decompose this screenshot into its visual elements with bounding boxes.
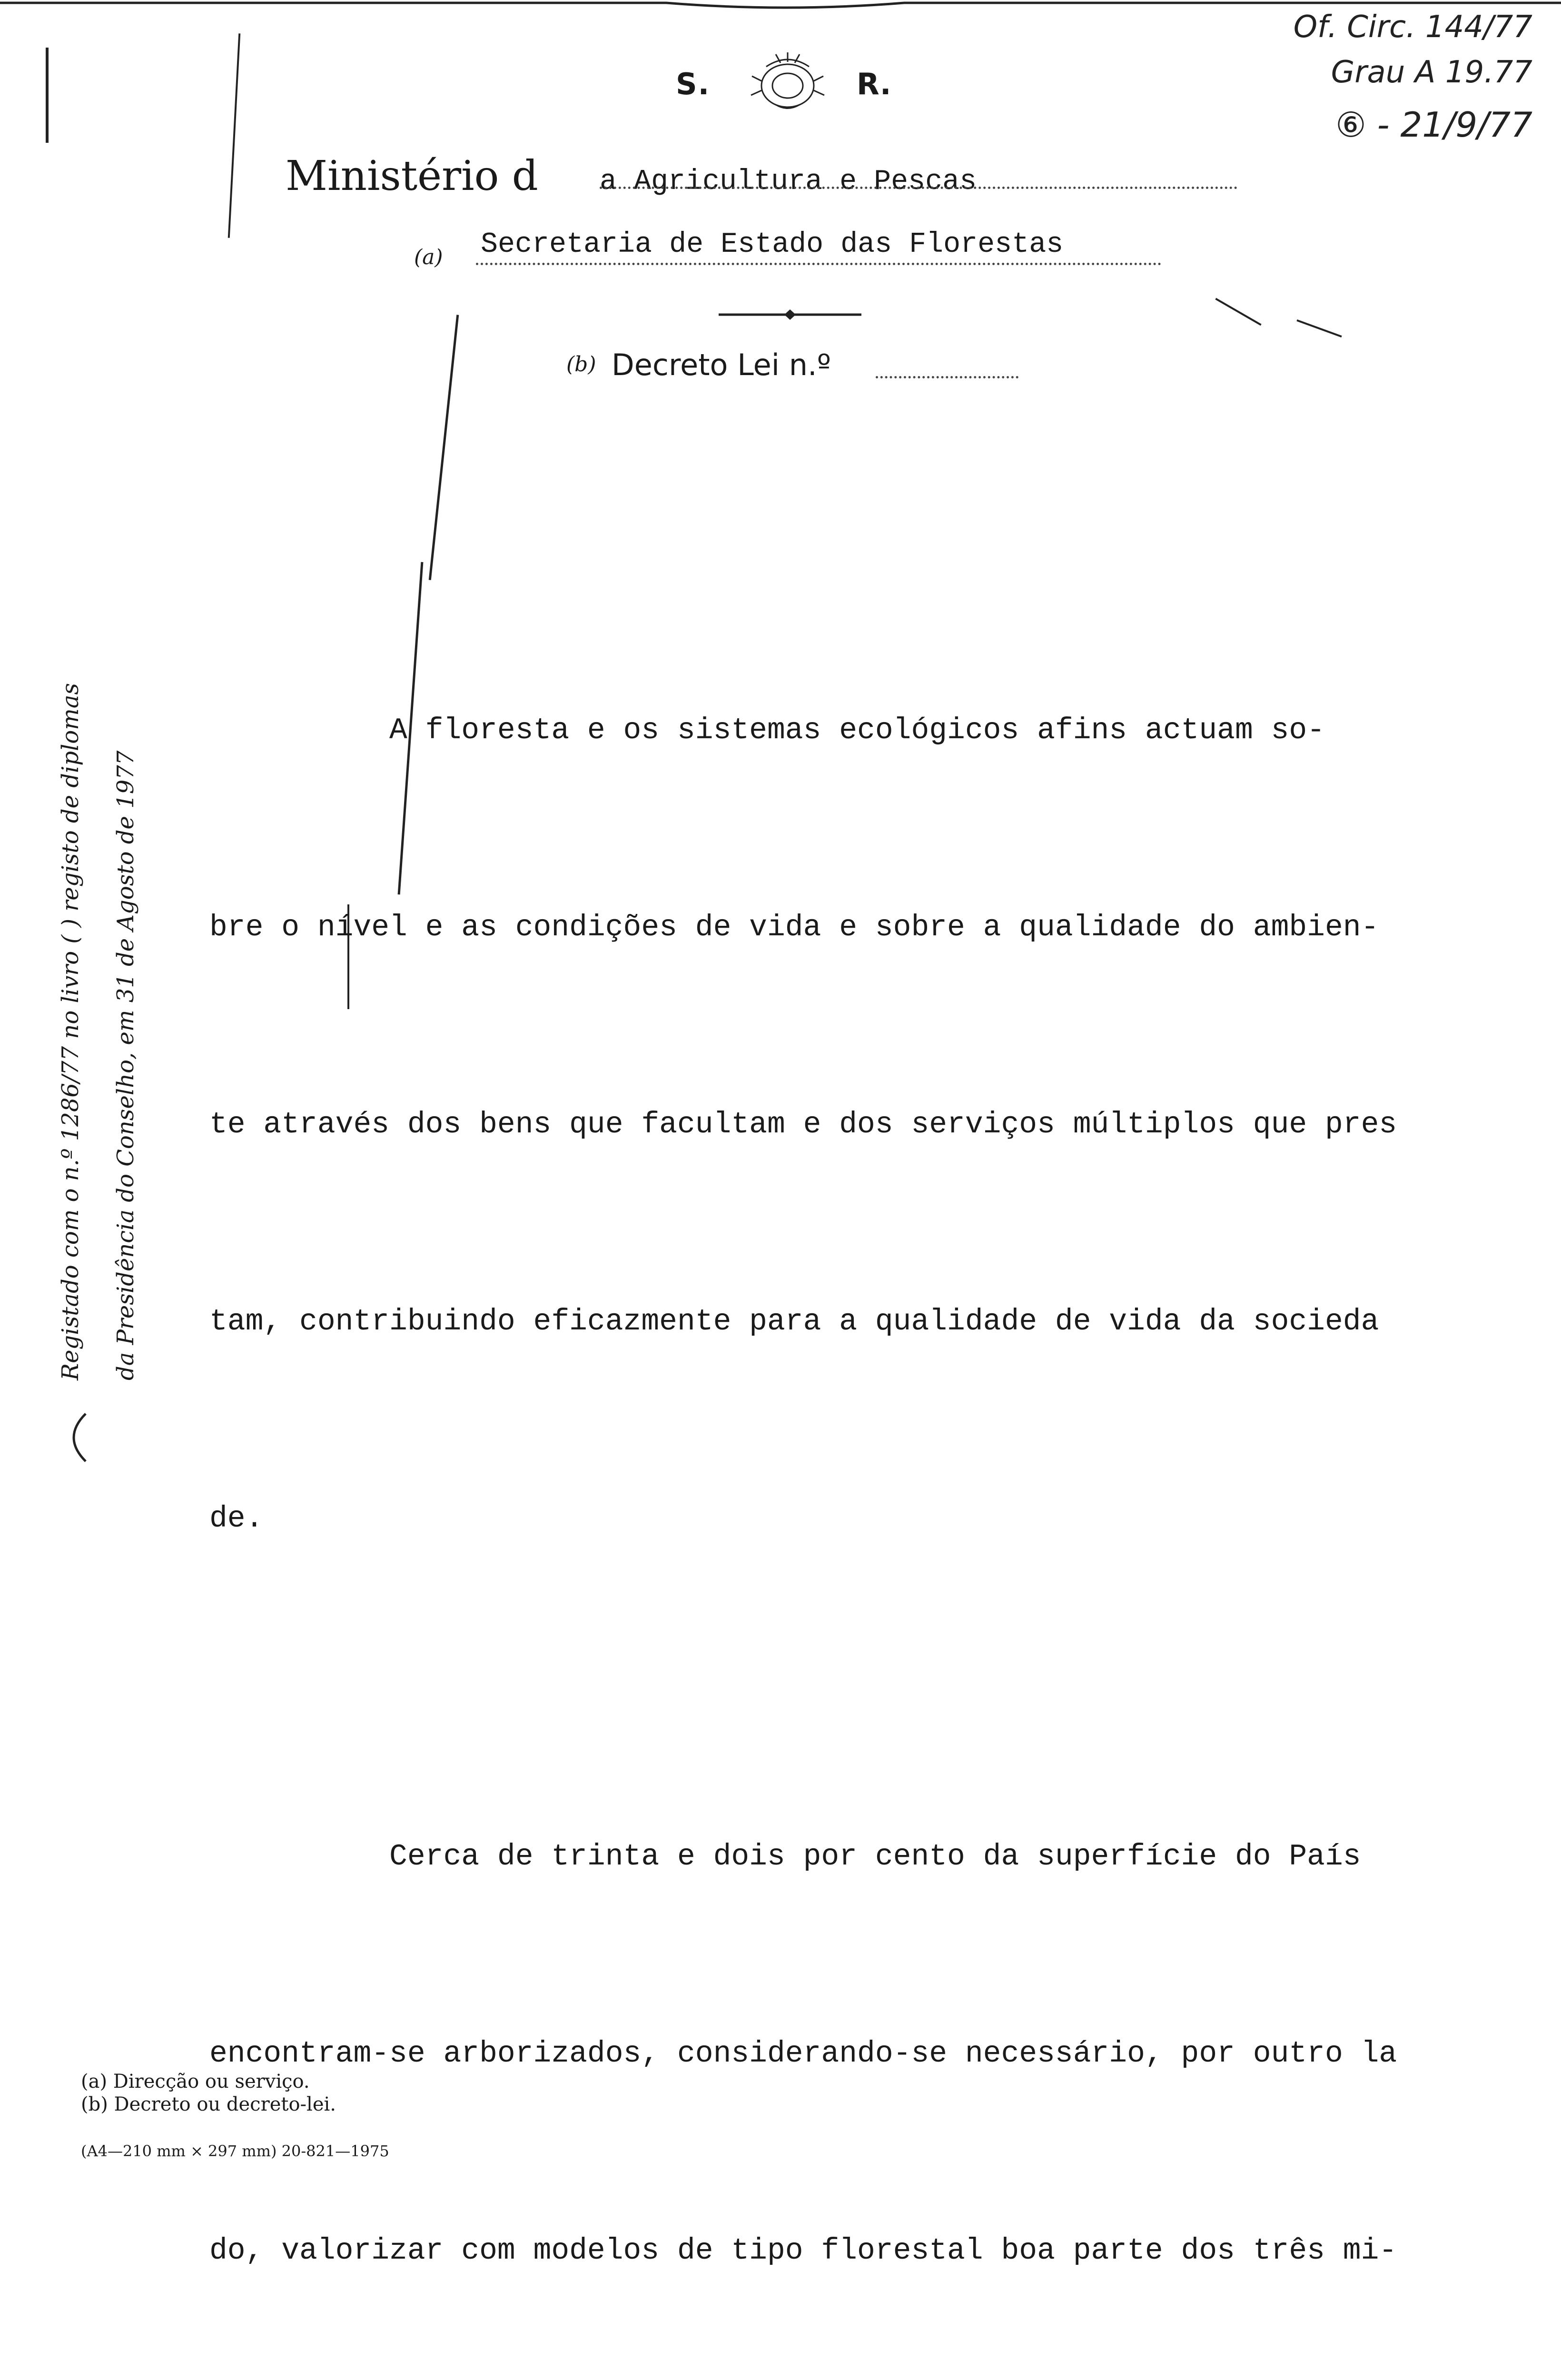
pen-stroke [429,315,459,580]
footnote-a: (a) Direcção ou serviço. [81,2071,310,2092]
letterhead-right-letter: R. [857,67,891,101]
body-line: te através dos bens que facultam e dos serviços múltiplos que pres [209,1108,1397,1141]
coat-of-arms-emblem [747,48,828,114]
handwritten-note-date: ⑥ - 21/9/77 [1335,105,1532,145]
registration-line-1: Registado com o n.º 1286/77 no livro ( ) registo de diplomas [57,683,84,1380]
handwritten-note-grade: Grau A 19.77 [1331,55,1532,90]
body-line: A floresta e os sistemas ecológicos afins actuam so- [209,714,1325,747]
secretaria-name: Secretaria de Estado das Florestas [481,228,1064,261]
body-line: bre o nível e as condições de vida e sobre a qualidade do ambien- [209,911,1379,944]
footnote-marker-b: (b) [566,352,596,377]
ministry-prefix: Ministério d [286,152,538,200]
body-line: tam, contribuindo eficazmente para a qualidade de vida da socieda [209,1305,1379,1339]
ministry-name: a Agricultura e Pescas [600,166,977,198]
decree-number-dotted-line [876,376,1018,378]
handwritten-note-circular: Of. Circ. 144/77 [1293,10,1532,45]
ministry-dotted-line [600,187,1237,189]
body-line: de. [209,1502,264,1536]
body-line: Cerca de trinta e dois por cento da superfície do País [209,1840,1361,1874]
pen-stroke [228,33,240,238]
letterhead-left-letter: S. [676,67,711,101]
body-line [209,1683,1556,1693]
footnote-marker-a: (a) [414,245,443,269]
decree-label: Decreto Lei n.º [612,347,831,382]
secretaria-dotted-line [476,263,1161,265]
body-line: encontram-se arborizados, considerando-se necessário, por outro la [209,2037,1397,2071]
ornamental-divider [719,307,861,322]
body-paragraphs [209,566,1556,2380]
pen-stroke [1296,319,1342,337]
punch-mark-top [44,48,49,143]
body-line: do, valorizar com modelos de tipo florestal boa parte dos três mi- [209,2234,1397,2268]
registration-stamp [57,428,139,1380]
pen-stroke [1215,298,1261,326]
registration-bracket [57,1409,95,1466]
registration-line-2: da Presidência do Conselho, em 31 de Agosto de 1977 [112,750,139,1380]
form-code: (A4—210 mm × 297 mm) 20-821—1975 [81,2142,389,2160]
footnote-b: (b) Decreto ou decreto-lei. [81,2093,336,2115]
